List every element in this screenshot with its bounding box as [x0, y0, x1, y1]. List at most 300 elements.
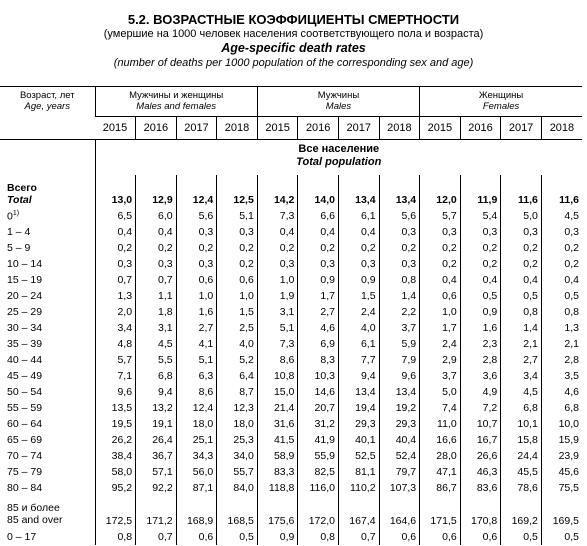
rate-value: 5,1 [176, 352, 217, 368]
age-group-label [0, 464, 95, 480]
rate-value: 12,3 [217, 400, 258, 416]
rate-value: 19,2 [379, 400, 420, 416]
rate-value: 0,2 [541, 240, 582, 256]
rate-value: 4,0 [338, 320, 379, 336]
rate-value: 118,8 [257, 480, 298, 496]
rate-value: 0,5 [501, 288, 542, 304]
group-header-ru: Мужчины [317, 89, 360, 101]
rate-value: 2,1 [501, 336, 542, 352]
age-group-label [0, 256, 95, 272]
rate-value: 1,4 [379, 288, 420, 304]
table-row [0, 384, 582, 400]
rate-value: 1,0 [217, 288, 258, 304]
rate-value: 28,0 [420, 448, 461, 464]
rate-value: 0,9 [460, 304, 501, 320]
rate-value: 1,9 [257, 288, 298, 304]
rate-value: 2,4 [338, 304, 379, 320]
year-header: 2017 [338, 117, 379, 140]
rate-value: 55,7 [217, 464, 258, 480]
rate-value: 12,9 [136, 175, 177, 208]
footnote-marker: 1) [12, 209, 20, 217]
rate-value: 5,6 [176, 208, 217, 224]
rate-value: 0,9 [338, 272, 379, 288]
rate-value: 3,1 [257, 304, 298, 320]
rate-value: 0,8 [298, 529, 339, 545]
age-group-label [0, 320, 95, 336]
rate-value: 0,2 [501, 256, 542, 272]
rate-value: 0,6 [420, 288, 461, 304]
rate-value: 10,1 [501, 416, 542, 432]
rate-value: 26,4 [136, 432, 177, 448]
age-label-text: 80 – 84 [7, 482, 43, 494]
rate-value: 0,3 [176, 256, 217, 272]
rate-value: 0,5 [541, 288, 582, 304]
year-header: 2015 [95, 117, 136, 140]
table-row [0, 496, 582, 529]
table-row [0, 256, 582, 272]
rate-value: 2,8 [541, 352, 582, 368]
rate-value: 56,0 [176, 464, 217, 480]
rate-value: 24,4 [501, 448, 542, 464]
rate-value: 110,2 [338, 480, 379, 496]
rate-value: 11,0 [420, 416, 461, 432]
rate-value: 47,1 [420, 464, 461, 480]
age-header-en: Age, years [24, 100, 70, 112]
rate-value: 34,3 [176, 448, 217, 464]
rate-value: 38,4 [95, 448, 136, 464]
rate-value: 83,3 [257, 464, 298, 480]
rate-value: 0,3 [379, 256, 420, 272]
rate-value: 3,1 [136, 320, 177, 336]
year-header: 2016 [298, 117, 339, 140]
rate-value: 92,2 [136, 480, 177, 496]
rate-value: 0,3 [136, 256, 177, 272]
age-label-text-secondary: Total [7, 193, 32, 206]
rate-value: 0,5 [541, 529, 582, 545]
table-row [0, 175, 582, 208]
age-header-ru: Возраст, лет [19, 90, 75, 101]
rate-value: 0,4 [136, 224, 177, 240]
rate-value: 0,6 [460, 529, 501, 545]
rate-value: 0,8 [501, 304, 542, 320]
rate-value: 1,7 [420, 320, 461, 336]
rate-value: 11,6 [501, 175, 542, 208]
rate-value: 0,6 [176, 529, 217, 545]
age-label-text: 5 – 9 [7, 242, 31, 254]
rate-value: 0,3 [298, 256, 339, 272]
table-row [0, 416, 582, 432]
rate-value: 0,4 [460, 272, 501, 288]
table-row [0, 480, 582, 496]
rate-value: 31,2 [298, 416, 339, 432]
rate-value: 15,8 [501, 432, 542, 448]
rate-value: 107,3 [379, 480, 420, 496]
rate-value: 10,7 [460, 416, 501, 432]
age-label-text: 60 – 64 [7, 418, 43, 430]
rate-value: 4,5 [136, 336, 177, 352]
rate-value: 2,5 [217, 320, 258, 336]
age-label-text: 15 – 19 [7, 274, 43, 286]
rate-value: 23,9 [541, 448, 582, 464]
age-group-label [0, 529, 95, 545]
rate-value: 41,5 [257, 432, 298, 448]
rate-value: 3,4 [95, 320, 136, 336]
rate-value: 0,2 [379, 240, 420, 256]
rate-value: 9,4 [136, 384, 177, 400]
rate-value: 1,1 [136, 288, 177, 304]
rate-value: 4,0 [217, 336, 258, 352]
rate-value: 13,0 [95, 175, 136, 208]
table-row [0, 288, 582, 304]
rate-value: 14,0 [298, 175, 339, 208]
rate-value: 11,6 [541, 175, 582, 208]
rate-value: 0,2 [460, 256, 501, 272]
rate-value: 10,8 [257, 368, 298, 384]
year-header: 2016 [136, 117, 177, 140]
rate-value: 46,3 [460, 464, 501, 480]
age-group-label [0, 432, 95, 448]
rate-value: 0,5 [501, 529, 542, 545]
table-row [0, 240, 582, 256]
year-header: 2017 [501, 117, 542, 140]
rate-value: 1,0 [420, 304, 461, 320]
rate-value: 2,7 [501, 352, 542, 368]
rate-value: 0,3 [379, 224, 420, 240]
rate-value: 19,4 [338, 400, 379, 416]
age-group-label [0, 240, 95, 256]
age-group-label [0, 288, 95, 304]
rate-value: 84,0 [217, 480, 258, 496]
table-row [0, 336, 582, 352]
rate-value: 45,5 [501, 464, 542, 480]
age-label-text: 20 – 24 [7, 290, 43, 302]
rate-value: 36,7 [136, 448, 177, 464]
age-group-label [0, 224, 95, 240]
rate-value: 0,6 [217, 272, 258, 288]
rate-value: 167,4 [338, 496, 379, 529]
age-column-header [0, 87, 95, 140]
year-header: 2018 [217, 117, 258, 140]
age-group-label [0, 496, 95, 529]
rate-value: 6,6 [298, 208, 339, 224]
rate-value: 82,5 [298, 464, 339, 480]
rate-value: 19,5 [95, 416, 136, 432]
rate-value: 10,3 [298, 368, 339, 384]
section-title [95, 140, 582, 176]
rate-value: 75,5 [541, 480, 582, 496]
rate-value: 13,4 [338, 384, 379, 400]
rate-value: 87,1 [176, 480, 217, 496]
age-label-text: 85 и более [7, 501, 60, 514]
group-header-ru: Мужчины и женщины [129, 89, 224, 101]
rate-value: 0,3 [176, 224, 217, 240]
rate-value: 4,1 [176, 336, 217, 352]
rate-value: 5,5 [136, 352, 177, 368]
rate-value: 0,2 [136, 240, 177, 256]
rate-value: 0,8 [541, 304, 582, 320]
rate-value: 78,6 [501, 480, 542, 496]
rate-value: 0,7 [338, 529, 379, 545]
rate-value: 0,2 [420, 256, 461, 272]
rate-value: 8,3 [298, 352, 339, 368]
table-row [0, 208, 582, 224]
table-row [0, 529, 582, 545]
rate-value: 7,7 [338, 352, 379, 368]
rate-value: 0,3 [501, 224, 542, 240]
rate-value: 1,7 [298, 288, 339, 304]
rate-value: 14,2 [257, 175, 298, 208]
rate-value: 172,5 [95, 496, 136, 529]
group-header-ru: Женщины [478, 89, 524, 101]
rate-value: 0,4 [501, 272, 542, 288]
rate-value: 58,9 [257, 448, 298, 464]
rate-value: 0,2 [257, 240, 298, 256]
rate-value: 12,4 [176, 175, 217, 208]
group-header-en: Males and females [136, 100, 217, 112]
rate-value: 3,7 [420, 368, 461, 384]
rate-value: 10,0 [541, 416, 582, 432]
rate-value: 20,7 [298, 400, 339, 416]
age-label-text: 10 – 14 [7, 258, 43, 270]
year-header: 2018 [541, 117, 582, 140]
age-label-text: 65 – 69 [7, 434, 43, 446]
rate-value: 0,4 [541, 272, 582, 288]
age-label-text: 0 [7, 210, 13, 223]
rate-value: 1,5 [217, 304, 258, 320]
rate-value: 1,6 [460, 320, 501, 336]
age-group-label [0, 208, 95, 224]
rate-value: 13,4 [379, 384, 420, 400]
rate-value: 4,5 [501, 384, 542, 400]
rate-value: 34,0 [217, 448, 258, 464]
rate-value: 7,3 [257, 208, 298, 224]
rate-value: 0,2 [298, 240, 339, 256]
rate-value: 0,4 [95, 224, 136, 240]
rate-value: 172,0 [298, 496, 339, 529]
age-label-text: 1 – 4 [7, 226, 31, 238]
rate-value: 168,9 [176, 496, 217, 529]
rate-value: 0,5 [217, 529, 258, 545]
rate-value: 2,9 [420, 352, 461, 368]
rate-value: 170,8 [460, 496, 501, 529]
rate-value: 7,9 [379, 352, 420, 368]
rate-value: 0,4 [298, 224, 339, 240]
rate-value: 3,4 [501, 368, 542, 384]
rate-value: 12,5 [217, 175, 258, 208]
rate-value: 8,7 [217, 384, 258, 400]
rate-value: 57,1 [136, 464, 177, 480]
rate-value: 2,4 [420, 336, 461, 352]
rate-value: 81,1 [338, 464, 379, 480]
rate-value: 168,5 [217, 496, 258, 529]
section-title-en: Total population [296, 155, 382, 168]
rate-value: 0,2 [541, 256, 582, 272]
rate-value: 2,0 [95, 304, 136, 320]
table-row [0, 352, 582, 368]
rate-value: 7,2 [460, 400, 501, 416]
group-header-en: Females [482, 100, 520, 112]
table-row [0, 320, 582, 336]
year-header: 2015 [420, 117, 461, 140]
rate-value: 6,9 [298, 336, 339, 352]
rate-value: 15,9 [541, 432, 582, 448]
rate-value: 7,4 [420, 400, 461, 416]
age-group-label [0, 368, 95, 384]
rate-value: 1,6 [176, 304, 217, 320]
rate-value: 0,6 [379, 529, 420, 545]
rate-value: 0,2 [95, 240, 136, 256]
rate-value: 5,1 [257, 320, 298, 336]
rate-value: 0,7 [136, 272, 177, 288]
rate-value: 41,9 [298, 432, 339, 448]
rate-value: 52,5 [338, 448, 379, 464]
rate-value: 2,2 [379, 304, 420, 320]
year-header: 2016 [460, 117, 501, 140]
rate-value: 6,1 [338, 336, 379, 352]
rate-value: 13,5 [95, 400, 136, 416]
rate-value: 4,6 [541, 384, 582, 400]
rate-value: 19,1 [136, 416, 177, 432]
rate-value: 18,0 [176, 416, 217, 432]
rate-value: 40,1 [338, 432, 379, 448]
rate-value: 0,9 [298, 272, 339, 288]
table-title-english: Age-specific death rates [221, 41, 366, 56]
rate-value: 5,9 [379, 336, 420, 352]
table-row [0, 224, 582, 240]
rate-value: 4,8 [95, 336, 136, 352]
rate-value: 0,8 [95, 529, 136, 545]
rate-value: 6,8 [541, 400, 582, 416]
rate-value: 5,7 [420, 208, 461, 224]
rate-value: 1,3 [541, 320, 582, 336]
rate-value: 2,7 [176, 320, 217, 336]
group-header-females [420, 87, 582, 117]
age-group-label [0, 304, 95, 320]
rate-value: 9,4 [338, 368, 379, 384]
rate-value: 0,2 [176, 240, 217, 256]
rate-value: 31,6 [257, 416, 298, 432]
rate-value: 21,4 [257, 400, 298, 416]
rate-value: 58,0 [95, 464, 136, 480]
age-group-label [0, 352, 95, 368]
section-label-cell [0, 140, 95, 176]
age-label-text: 75 – 79 [7, 466, 43, 478]
rate-value: 171,2 [136, 496, 177, 529]
age-label-text: 35 – 39 [7, 338, 43, 350]
rate-value: 6,5 [95, 208, 136, 224]
rate-value: 25,3 [217, 432, 258, 448]
rate-value: 6,0 [136, 208, 177, 224]
rate-value: 8,6 [176, 384, 217, 400]
age-label-text: 45 – 49 [7, 370, 43, 382]
rate-value: 14,6 [298, 384, 339, 400]
group-header-en: Males [325, 100, 352, 112]
rate-value: 13,2 [136, 400, 177, 416]
rate-value: 55,9 [298, 448, 339, 464]
rate-value: 169,2 [501, 496, 542, 529]
rate-value: 0,8 [379, 272, 420, 288]
rate-value: 8,6 [257, 352, 298, 368]
rate-value: 13,4 [338, 175, 379, 208]
rate-value: 2,1 [541, 336, 582, 352]
rate-value: 15,0 [257, 384, 298, 400]
rate-value: 26,2 [95, 432, 136, 448]
rate-value: 0,3 [338, 256, 379, 272]
death-rates-table [0, 86, 582, 545]
rate-value: 18,0 [217, 416, 258, 432]
rate-value: 9,6 [379, 368, 420, 384]
age-group-label [0, 175, 95, 208]
rate-value: 4,6 [298, 320, 339, 336]
age-label-text: 70 – 74 [7, 450, 43, 462]
year-header: 2015 [257, 117, 298, 140]
table-row [0, 400, 582, 416]
table-row [0, 272, 582, 288]
age-group-label [0, 272, 95, 288]
table-row [0, 432, 582, 448]
rate-value: 0,2 [460, 240, 501, 256]
rate-value: 3,6 [460, 368, 501, 384]
rate-value: 0,2 [217, 240, 258, 256]
section-row [0, 140, 582, 176]
header-row-groups [0, 87, 582, 117]
age-group-label [0, 480, 95, 496]
age-label-text: 50 – 54 [7, 386, 43, 398]
rate-value: 95,2 [95, 480, 136, 496]
rate-value: 29,3 [379, 416, 420, 432]
rate-value: 79,7 [379, 464, 420, 480]
rate-value: 6,8 [136, 368, 177, 384]
title-block [0, 0, 587, 70]
age-group-label [0, 384, 95, 400]
rate-value: 0,7 [95, 272, 136, 288]
group-header-both-sexes [95, 87, 257, 117]
rate-value: 12,0 [420, 175, 461, 208]
age-label-text: 55 – 59 [7, 402, 43, 414]
table-row [0, 304, 582, 320]
rate-value: 0,6 [176, 272, 217, 288]
rate-value: 0,2 [420, 240, 461, 256]
rate-value: 2,8 [460, 352, 501, 368]
age-label-text: 30 – 34 [7, 322, 43, 334]
age-label-text: 25 – 29 [7, 306, 43, 318]
rate-value: 9,6 [95, 384, 136, 400]
rate-value: 7,3 [257, 336, 298, 352]
age-label-text: Всего [7, 181, 37, 194]
rate-value: 0,4 [338, 224, 379, 240]
rate-value: 0,4 [420, 272, 461, 288]
table-title: 5.2. ВОЗРАСТНЫЕ КОЭФФИЦИЕНТЫ СМЕРТНОСТИ [127, 12, 460, 27]
rate-value: 25,1 [176, 432, 217, 448]
rate-value: 169,5 [541, 496, 582, 529]
rate-value: 6,3 [176, 368, 217, 384]
rate-value: 0,2 [501, 240, 542, 256]
rate-value: 4,5 [541, 208, 582, 224]
rate-value: 3,7 [379, 320, 420, 336]
table-row [0, 448, 582, 464]
rate-value: 0,9 [257, 529, 298, 545]
rate-value: 40,4 [379, 432, 420, 448]
table-row [0, 368, 582, 384]
rate-value: 6,8 [501, 400, 542, 416]
age-label-text: 40 – 44 [7, 354, 43, 366]
rate-value: 4,9 [460, 384, 501, 400]
age-label-text: 0 – 17 [7, 531, 37, 543]
table-row [0, 464, 582, 480]
rate-value: 164,6 [379, 496, 420, 529]
rate-value: 7,1 [95, 368, 136, 384]
age-label-text-secondary: 85 and over [7, 514, 63, 527]
